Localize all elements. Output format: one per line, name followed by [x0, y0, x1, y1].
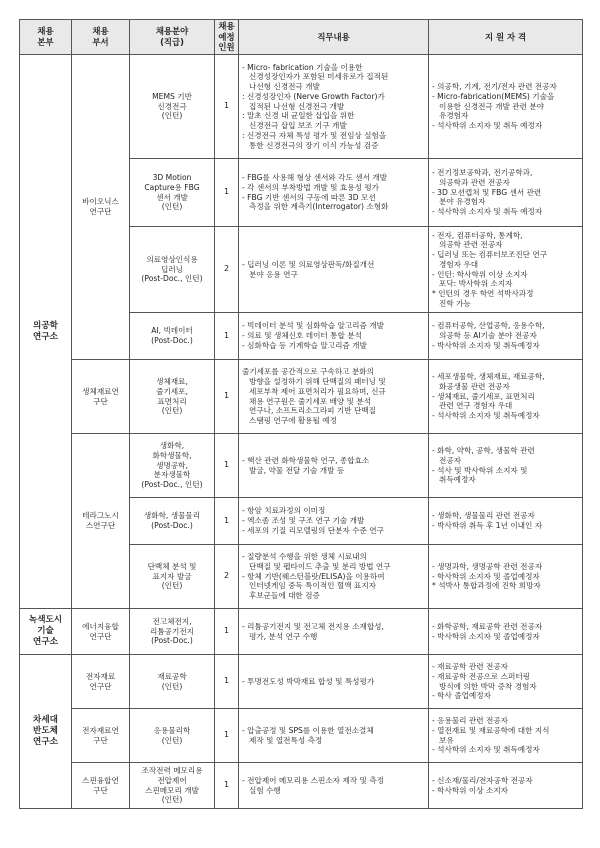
list-item: - 의공학, 기계, 전기/전자 관련 전공자 [432, 82, 557, 92]
recruitment-table [19, 19, 583, 809]
list-item: - 석사학위 소지자 및 취득 예정자 [432, 121, 543, 131]
list-item: - 의료 및 생체신호 데이터 통합 분석 [242, 331, 362, 341]
table-row [20, 434, 583, 498]
qual-cell [429, 55, 583, 159]
field-cell: MEMS 기반 신경전극 (인턴) [130, 55, 215, 159]
item-list [242, 63, 425, 150]
list-item: - 항체 기반(웨스턴블랏/ELISA)을 이용하여 인터넷게임 중독 특이적인 혈액 표지자 후보군들에 대한 검증 [242, 571, 385, 601]
list-item: - 질량분석 수행을 위한 생체 시료내의 단백질 및 펩타이드 추출 및 분리 방법 연구 [242, 552, 391, 571]
qual-cell [429, 159, 583, 227]
table-row [20, 655, 583, 709]
field-cell: 단백체 분석 및 표지자 발굴 (인턴) [130, 545, 215, 609]
count-cell: 2 [215, 227, 239, 313]
item-list [432, 776, 579, 795]
list-item: - 화학, 약학, 공학, 생물학 관련 전공자 [432, 446, 535, 465]
list-item: * 석박사 통합과정에 진학 희망자 [432, 581, 541, 591]
item-list [242, 173, 425, 212]
count-cell: 1 [215, 609, 239, 655]
dept-cell: 에너지융합 연구단 [72, 609, 130, 655]
dept-cell: 테라그노시 스연구단 [72, 434, 130, 609]
list-item: - 열전재료 및 재료공학에 대한 지식 보유 [432, 725, 550, 745]
list-item: - 화학공학, 재료공학 관련 전공자 [432, 621, 543, 631]
field-cell: 생화학, 화학생물학, 생명공학, 분자생물학 (Post-Doc., 인턴) [130, 434, 215, 498]
qual-cell [429, 313, 583, 360]
header-org: 채용 본부 [20, 20, 72, 55]
item-list [432, 168, 579, 217]
count-cell: 1 [215, 313, 239, 360]
table-header-row [20, 20, 583, 55]
count-cell: 1 [215, 159, 239, 227]
list-item: - 딥러닝 이론 및 의료영상판독/화질개선 분야 응용 연구 [242, 259, 375, 279]
list-item: - 학사 졸업예정자 [432, 691, 491, 701]
recruitment-table-wrapper [19, 19, 582, 809]
item-list [242, 321, 425, 350]
list-item: - 항암 치료과정의 이미징 [242, 506, 326, 516]
item-list [432, 321, 579, 350]
item-list [242, 456, 425, 475]
table-row [20, 609, 583, 655]
count-cell: 1 [215, 498, 239, 545]
list-item: - 박사학위 소지자 및 취득예정자 [432, 340, 540, 350]
list-item: - 엑소좀 조성 및 구조 연구 기술 개발 [242, 516, 365, 526]
qual-cell [429, 360, 583, 434]
item-list [432, 82, 579, 131]
list-item: - 재료공학 관련 전공자 [432, 662, 509, 672]
duties-cell [239, 55, 429, 159]
field-cell: 의료영상인식용 딥러닝 (Post-Doc., 인턴) [130, 227, 215, 313]
list-item: - 3D 모션캡쳐 및 FBG 센서 관련 분야 유경험자 [432, 187, 542, 207]
field-cell: AI, 빅데이터 (Post-Doc.) [130, 313, 215, 360]
qual-cell [429, 763, 583, 809]
duties-cell [239, 159, 429, 227]
list-item: - 박사학위 취득 후 1년 이내인 자 [432, 521, 543, 530]
count-cell: 1 [215, 763, 239, 809]
list-item: - 학사학위 소지자 및 졸업예정자 [432, 571, 540, 581]
list-item: - 재료공학 전공으로 스퍼터링 방식에 의한 박막 증착 경험자 [432, 671, 537, 691]
qual-cell [429, 545, 583, 609]
list-item: - FBG 기반 센서의 구동에 따른 3D 모션 측정을 위한 계측기(Interrogator) 소형화 [242, 192, 389, 212]
list-item: - 인턴: 학사학위 이상 소지자 포닥: 박사학위 소지자 [432, 269, 528, 289]
qual-cell [429, 609, 583, 655]
item-list [242, 552, 425, 601]
count-cell: 1 [215, 709, 239, 763]
count-cell: 1 [215, 434, 239, 498]
org-cell: 차세대 반도체 연구소 [20, 655, 72, 809]
item-list [432, 372, 579, 421]
count-cell: 1 [215, 655, 239, 709]
dept-cell: 전자재료연 구단 [72, 709, 130, 763]
dept-cell: 스핀융합연 구단 [72, 763, 130, 809]
list-item: - 각 센서의 부착방법 개발 및 효용성 평가 [242, 182, 380, 192]
header-dept: 채용 부서 [72, 20, 130, 55]
list-item: - 신소재/물리/전자공학 전공자 [432, 775, 533, 785]
list-item: - 압출공정 및 SPS를 이용한 열전소결체 제작 및 열전특성 측정 [242, 725, 374, 745]
list-item: - FBG를 사용해 형상 센서와 각도 센서 개발 [242, 173, 387, 183]
duties-cell [239, 709, 429, 763]
list-item: - 전압제어 메모리용 스핀소자 제작 및 측정 실험 수행 [242, 775, 384, 795]
table-row [20, 709, 583, 763]
table-row [20, 360, 583, 434]
duties-cell [239, 545, 429, 609]
list-item: - 석사학위 소지자 및 취득 예정자 [432, 207, 543, 217]
dept-cell: 전자재료 연구단 [72, 655, 130, 709]
qual-cell [429, 434, 583, 498]
qual-cell [429, 709, 583, 763]
duties-cell [239, 655, 429, 709]
table-row [20, 763, 583, 809]
duties-cell [239, 434, 429, 498]
qual-cell [429, 655, 583, 709]
header-duties: 직무내용 [239, 20, 429, 55]
field-cell: 조작전력 메모리용 전압제어 스핀메모리 개발 (인턴) [130, 763, 215, 809]
duties-cell [239, 498, 429, 545]
item-list [242, 677, 425, 687]
item-list [242, 776, 425, 795]
list-item: - 생화학, 생물물리 관련 전공자 [432, 511, 535, 521]
dept-cell: 생체재료연 구단 [72, 360, 130, 434]
list-item: * 인턴의 경우 학연 석박사과정 진학 가능 [432, 288, 534, 308]
list-item: - 컴퓨터공학, 산업공학, 응용수학, 의공학 등 AI기술 분야 전공자 [432, 321, 545, 341]
list-item: : 신경성장인자 (Nerve Growth Factor)가 집적된 나선형 신경전극 개발 [242, 91, 385, 111]
header-count: 채용 예정 인원 [215, 20, 239, 55]
list-item: - 세포생물학, 생체재료, 재료공학, 화공생물 관련 전공자 [432, 372, 545, 391]
item-list [432, 562, 579, 591]
list-item: - 딥러닝 또는 컴퓨터보조진단 연구 경험자 우대 [432, 250, 548, 269]
org-cell: 의공학 연구소 [20, 55, 72, 609]
field-cell: 3D Motion Capture용 FBG 센서 개발 (인턴) [130, 159, 215, 227]
list-item: - 핵산 관련 화학생물학 연구, 종합효소 발굴, 약물 전달 기술 개발 등 [242, 455, 370, 475]
list-item: - 전기정보공학과, 전기공학과, 의공학과 관련 전공자 [432, 168, 533, 187]
qual-cell [429, 498, 583, 545]
list-item: - 석사학위 소지자 및 취득예정자 [432, 745, 540, 755]
field-cell: 생화학, 생물물리 (Post-Doc.) [130, 498, 215, 545]
item-list [432, 231, 579, 309]
item-list [242, 260, 425, 279]
list-item: - Micro- fabrication 기술을 이용한 신경성장인자가 포함된 미세유로가 집적된 나선형 신경전극 개발 [242, 62, 389, 92]
list-item: - 전자, 컴퓨터공학, 통계학, 의공학 관련 전공자 [432, 230, 523, 250]
list-item: - 심화학습 등 기계학습 알고리즘 개발 [242, 340, 367, 350]
dept-cell: 바이오닉스 연구단 [72, 55, 130, 360]
field-cell: 전고체전지, 리튬공기전지 (Post-Doc.) [130, 609, 215, 655]
field-cell: 응용물리학 (인턴) [130, 709, 215, 763]
list-item: - 석사학위 소지자 및 취득예정자 [432, 411, 540, 421]
list-item: 줄기세포를 공간적으로 구속하고 분화의 방향을 설정하기 위해 단백질의 패터닝 및 세포부착 제어 표면처리가 필요하며, 신규 채용 연구원은 줄기세포 배양 및 분석 연구나, 소프트리소그라피 기반 단백질 스탬핑 연구에 활용될 예정 [242, 367, 386, 425]
list-item: - Micro-fabrication(MEMS) 기술을 이용한 신경전극 개발 관련 분야 유경험자 [432, 91, 555, 121]
list-item: - 생명과학, 생명공학 관련 전공자 [432, 561, 543, 571]
item-list [242, 506, 425, 535]
item-list [432, 446, 579, 485]
list-item: : 말초 신경 내 균일한 삽입을 위한 신경전극 삽입 보조 기구 개발 [242, 111, 355, 131]
duties-cell [239, 763, 429, 809]
duties-cell [239, 609, 429, 655]
list-item: - 리튬공기전지 및 전고체 전지용 소재합성, 평가, 분석 연구 수행 [242, 621, 384, 641]
duties-cell [239, 227, 429, 313]
list-item: - 생체재료, 줄기세포, 표면처리 관련 연구 경험자 우대 [432, 391, 535, 411]
list-item: - 응용물리 관련 전공자 [432, 716, 509, 726]
header-qual: 지 원 자 격 [429, 20, 583, 55]
list-item: - 학사학위 이상 소지자 [432, 785, 509, 795]
duties-cell [239, 313, 429, 360]
field-cell: 재료공학 (인턴) [130, 655, 215, 709]
list-item: - 세포의 기질 리모델링의 단분자 수준 연구 [242, 525, 384, 535]
list-item: - 빅데이터 분석 및 심화학습 알고리즘 개발 [242, 321, 384, 331]
item-list [242, 726, 425, 745]
item-list [242, 367, 425, 425]
org-cell: 녹색도시 기술 연구소 [20, 609, 72, 655]
field-cell: 생체재료, 줄기세포, 표면처리 (인턴) [130, 360, 215, 434]
table-row [20, 55, 583, 159]
count-cell: 1 [215, 360, 239, 434]
item-list [432, 662, 579, 701]
item-list [432, 716, 579, 755]
item-list [242, 622, 425, 641]
list-item: - 박사학위 소지자 및 졸업예정자 [432, 631, 540, 641]
qual-cell [429, 227, 583, 313]
list-item: - 석사 및 박사학위 소지자 및 취득예정자 [432, 465, 528, 485]
item-list [432, 511, 579, 530]
item-list [432, 622, 579, 641]
count-cell: 2 [215, 545, 239, 609]
count-cell: 1 [215, 55, 239, 159]
list-item: - 투명전도성 박막재료 합성 및 특성평가 [242, 676, 375, 686]
header-field: 채용분야 (직급) [130, 20, 215, 55]
list-item: : 신경전극 자체 특성 평가 및 전임상 실험을 통한 신경전극의 장기 이식 가능성 검증 [242, 130, 387, 150]
duties-cell [239, 360, 429, 434]
